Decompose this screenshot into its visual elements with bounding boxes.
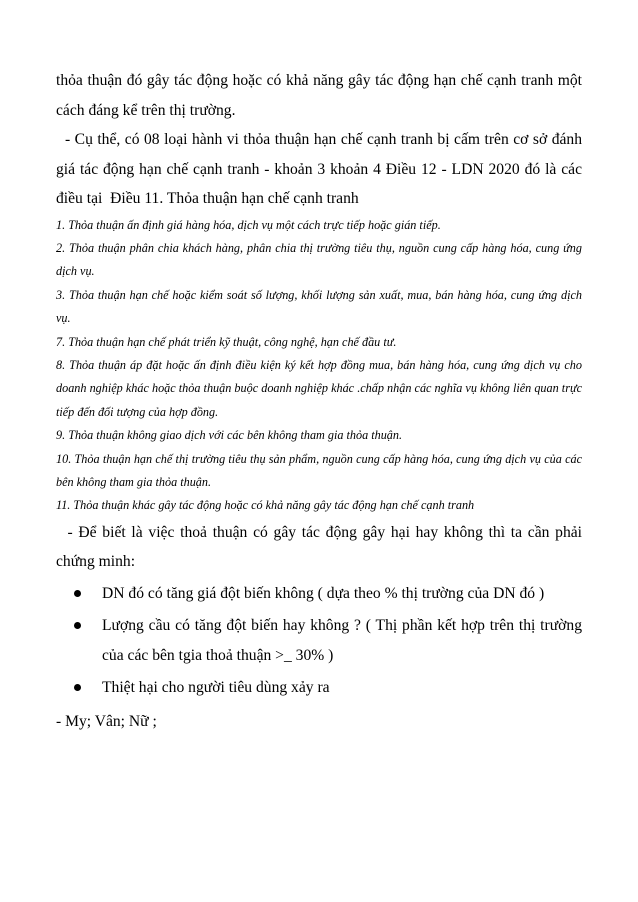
article-11-list: [56, 214, 582, 518]
closing-names: - My; Vân; Nữ ;: [56, 712, 157, 730]
article-item: 8. Thỏa thuận áp đặt hoặc ấn định điều kiện ký kết hợp đồng mua, bán hàng hóa, cung ứng dịch vụ cho doanh nghiệp khác hoặc thỏa thuận buộc doanh nghiệp khác .chấp nhận các nghĩa vụ không liên quan trực tiếp đến đối tượng của hợp đồng.: [56, 357, 582, 419]
bullet-dot-icon: [74, 622, 81, 629]
bullet-text: DN đó có tăng giá đột biến không ( dựa theo % thị trường của DN đó ): [102, 584, 545, 602]
bullet-dot-icon: [74, 684, 81, 691]
bullet-text: Thiệt hại cho người tiêu dùng xảy ra: [102, 679, 330, 697]
paragraph-prohibited-agreements: - Cụ thể, có 08 loại hành vi thỏa thuận hạn chế cạnh tranh bị cấm trên cơ sở đánh giá tác động hạn chế cạnh tranh - khoản 3 khoản 4 Điều 12 - LDN 2020 đó là các điều tại Điều 11. Thỏa thuận hạn chế cạnh tranh: [56, 131, 586, 207]
article-item: 9. Thỏa thuận không giao dịch với các bên không tham gia thỏa thuận.: [56, 428, 403, 443]
article-item: 1. Thỏa thuận ấn định giá hàng hóa, dịch vụ một cách trực tiếp hoặc gián tiếp.: [56, 217, 441, 232]
paragraph-proof: - Để biết là việc thoả thuận có gây tác động gây hại hay không thì ta cần phải chứng minh:: [56, 523, 586, 571]
article-item: 3. Thỏa thuận hạn chế hoặc kiểm soát số lượng, khối lượng sản xuất, mua, bán hàng hóa, cung ứng dịch vụ.: [56, 287, 582, 326]
document-page: [56, 66, 586, 736]
paragraph-intro: thỏa thuận đó gây tác động hoặc có khả năng gây tác động hạn chế cạnh tranh một cách đáng kể trên thị trường.: [56, 72, 582, 119]
list-item: [56, 673, 582, 703]
list-item: [56, 579, 582, 609]
bullet-text: Lượng cầu có tăng đột biến hay không ? ( Thị phần kết hợp trên thị trường của các bên tgia thoả thuận >_ 30% ): [102, 617, 582, 664]
list-item: [56, 611, 582, 670]
article-item: 7. Thỏa thuận hạn chế phát triển kỹ thuật, công nghệ, hạn chế đầu tư.: [56, 334, 397, 349]
proof-bullet-list: [56, 579, 582, 703]
article-item: 11. Thỏa thuận khác gây tác động hoặc có khả năng gây tác động hạn chế cạnh tranh: [56, 498, 475, 513]
article-item: 10. Thỏa thuận hạn chế thị trường tiêu thụ sản phẩm, nguồn cung cấp hàng hóa, cung ứng dịch vụ của các bên không tham gia thỏa thuận.: [56, 451, 582, 489]
bullet-dot-icon: [74, 590, 81, 597]
article-item: 2. Thỏa thuận phân chia khách hàng, phân chia thị trường tiêu thụ, nguồn cung cấp hàng hóa, cung ứng dịch vụ.: [56, 240, 582, 279]
